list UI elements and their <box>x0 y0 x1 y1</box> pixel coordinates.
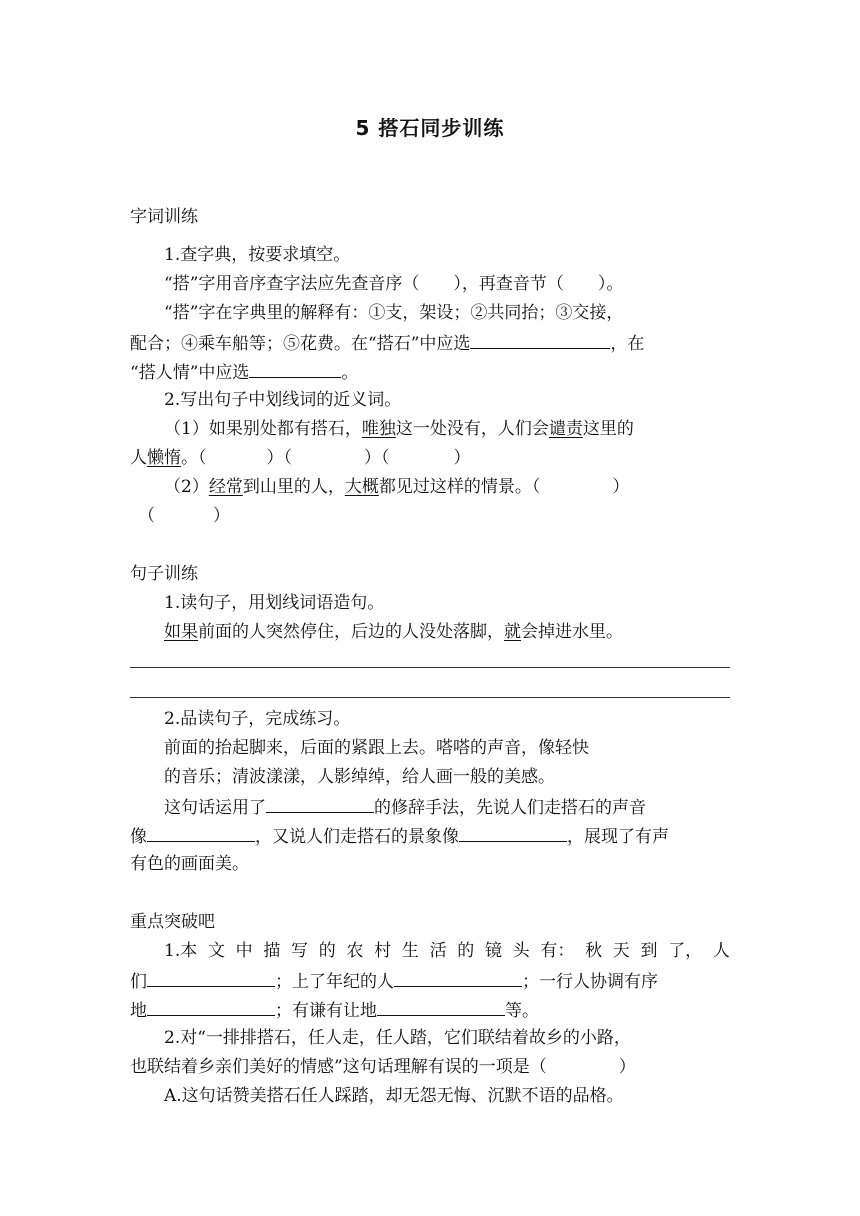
answer-blank[interactable] <box>249 361 341 378</box>
question-2-stem: 2.写出句子中划线词的近义词。 <box>164 390 402 410</box>
text: ）（ <box>266 448 292 468</box>
text-chunk: 秋 <box>585 941 603 961</box>
text: 这一处没有，人们会 <box>395 419 549 439</box>
text-chunk: 人 <box>712 941 730 961</box>
text: “搭人情”中应选 <box>130 363 250 383</box>
text: 这句话运用了 <box>164 798 266 818</box>
text: ；上了年纪的人 <box>275 972 394 992</box>
answer-blank[interactable] <box>147 970 275 987</box>
underlined-word: 唯独 <box>361 419 396 439</box>
underlined-word: 就 <box>504 622 521 642</box>
underlined-word: 大概 <box>344 477 379 497</box>
text: 配合；④乘车船等；⑤花费。在“搭石”中应选 <box>130 334 471 354</box>
answer-line[interactable] <box>130 667 730 668</box>
text: ） <box>213 506 230 526</box>
question-1-stem: 1.查字典，按要求填空。 <box>164 245 351 265</box>
text-chunk: 的 <box>457 941 475 961</box>
option-a[interactable]: A.这句话赞美搭石任人踩踏，却无怨无悔、沉默不语的品格。 <box>164 1086 624 1106</box>
text-chunk: 农 <box>346 941 364 961</box>
text: ） <box>618 1057 636 1077</box>
text: 到山里的人， <box>242 477 345 497</box>
text: 人 <box>130 448 147 468</box>
text: ；有谦有让地 <box>275 1001 377 1021</box>
text: 们 <box>130 972 147 992</box>
question-1-line-3 <box>130 332 644 354</box>
text: ；一行人协调有序 <box>522 972 658 992</box>
question-2-line-4 <box>130 825 669 847</box>
question-1-line-2: “搭”字在字典里的解释有：①支，架设；②共同抬；③交接， <box>164 303 624 323</box>
underlined-word: 如果 <box>164 622 198 642</box>
text: 。（ <box>181 448 207 468</box>
text: ） <box>612 477 630 497</box>
answer-blank[interactable] <box>459 825 567 842</box>
answer-blank[interactable] <box>470 332 610 349</box>
example-sentence <box>164 622 623 642</box>
answer-blank[interactable] <box>377 999 505 1016</box>
text: 等。 <box>505 1001 539 1021</box>
question-2-1-line-1 <box>164 419 634 439</box>
text-chunk: 到 <box>640 941 658 961</box>
question-2-line-2 <box>130 1057 636 1077</box>
text: ）。 <box>597 274 624 294</box>
text: 前面的人突然停住，后边的人没处落脚， <box>198 622 504 642</box>
text: ，展现了有声 <box>567 827 669 847</box>
question-2-stem: 2.品读句子，完成练习。 <box>164 709 351 729</box>
section-heading-vocab: 字词训练 <box>130 207 198 227</box>
text-chunk: 文 <box>207 941 225 961</box>
text-chunk: 了， <box>668 941 703 961</box>
text: （ <box>138 506 155 526</box>
underlined-word: 经常 <box>208 477 243 497</box>
question-2-line-1: 2.对“一排排搭石，任人走，任人踏，它们联结着故乡的小路， <box>164 1028 631 1048</box>
passage-line-1: 前面的抬起脚来，后面的紧跟上去。嗒嗒的声音，像轻快 <box>164 738 589 758</box>
text-chunk: 天 <box>612 941 630 961</box>
passage-line-2: 的音乐；清波漾漾，人影绰绰，给人画一般的美感。 <box>164 767 555 787</box>
underlined-word: 懒惰 <box>147 448 181 468</box>
text-chunk: 镜 <box>484 941 502 961</box>
text-chunk: 的 <box>318 941 336 961</box>
text: 地 <box>130 1001 147 1021</box>
question-2-1-line-2 <box>130 448 471 468</box>
question-1-line-4 <box>130 361 358 383</box>
text-chunk: 描 <box>263 941 281 961</box>
text: ，又说人们走搭石的景象像 <box>255 827 459 847</box>
answer-blank[interactable] <box>147 825 255 842</box>
text: ）（ <box>364 448 390 468</box>
text-chunk: 中 <box>235 941 253 961</box>
text: 都见过这样的情景。（ <box>378 477 541 497</box>
section-heading-focus: 重点突破吧 <box>130 912 215 932</box>
question-2-line-3 <box>164 796 646 818</box>
text: “搭”字用音序查字法应先查音序（ <box>164 274 420 294</box>
answer-blank[interactable] <box>147 999 275 1016</box>
text-chunk: 村 <box>374 941 392 961</box>
text: 也联结着乡亲们美好的情感”这句话理解有误的一项是（ <box>130 1057 547 1077</box>
text: 会掉进水里。 <box>521 622 623 642</box>
text: 这里的 <box>582 419 634 439</box>
text-chunk: 头 <box>512 941 530 961</box>
answer-blank[interactable] <box>394 970 522 987</box>
answer-line[interactable] <box>130 697 730 698</box>
question-1-line-1 <box>164 274 623 294</box>
underlined-word: 谴责 <box>548 419 583 439</box>
text: （1）如果别处都有搭石， <box>164 419 362 439</box>
question-1-line-3 <box>130 999 539 1021</box>
question-1-line-1 <box>164 941 730 961</box>
text: ，在 <box>610 334 645 354</box>
text-chunk: 写 <box>291 941 309 961</box>
question-2-2-line-1 <box>164 477 629 497</box>
answer-blank[interactable] <box>266 796 374 813</box>
text: 。 <box>341 363 359 383</box>
text-chunk: 生 <box>401 941 419 961</box>
question-1-stem: 1.读句子，用划线词语造句。 <box>164 593 385 613</box>
text: （2） <box>164 477 209 497</box>
section-heading-sentence: 句子训练 <box>130 564 198 584</box>
text-chunk: 活 <box>429 941 447 961</box>
page-title: 5 搭石同步训练 <box>355 116 505 140</box>
text: ），再查音节（ <box>453 274 564 294</box>
question-2-line-5: 有色的画面美。 <box>130 854 249 874</box>
text: 像 <box>130 827 147 847</box>
text: ） <box>453 448 471 468</box>
question-1-line-2 <box>130 970 658 992</box>
question-2-2-line-2 <box>138 506 230 526</box>
text-chunk: 有： <box>540 941 575 961</box>
text: 的修辞手法，先说人们走搭石的声音 <box>374 798 646 818</box>
text-chunk: 1.本 <box>164 941 198 961</box>
